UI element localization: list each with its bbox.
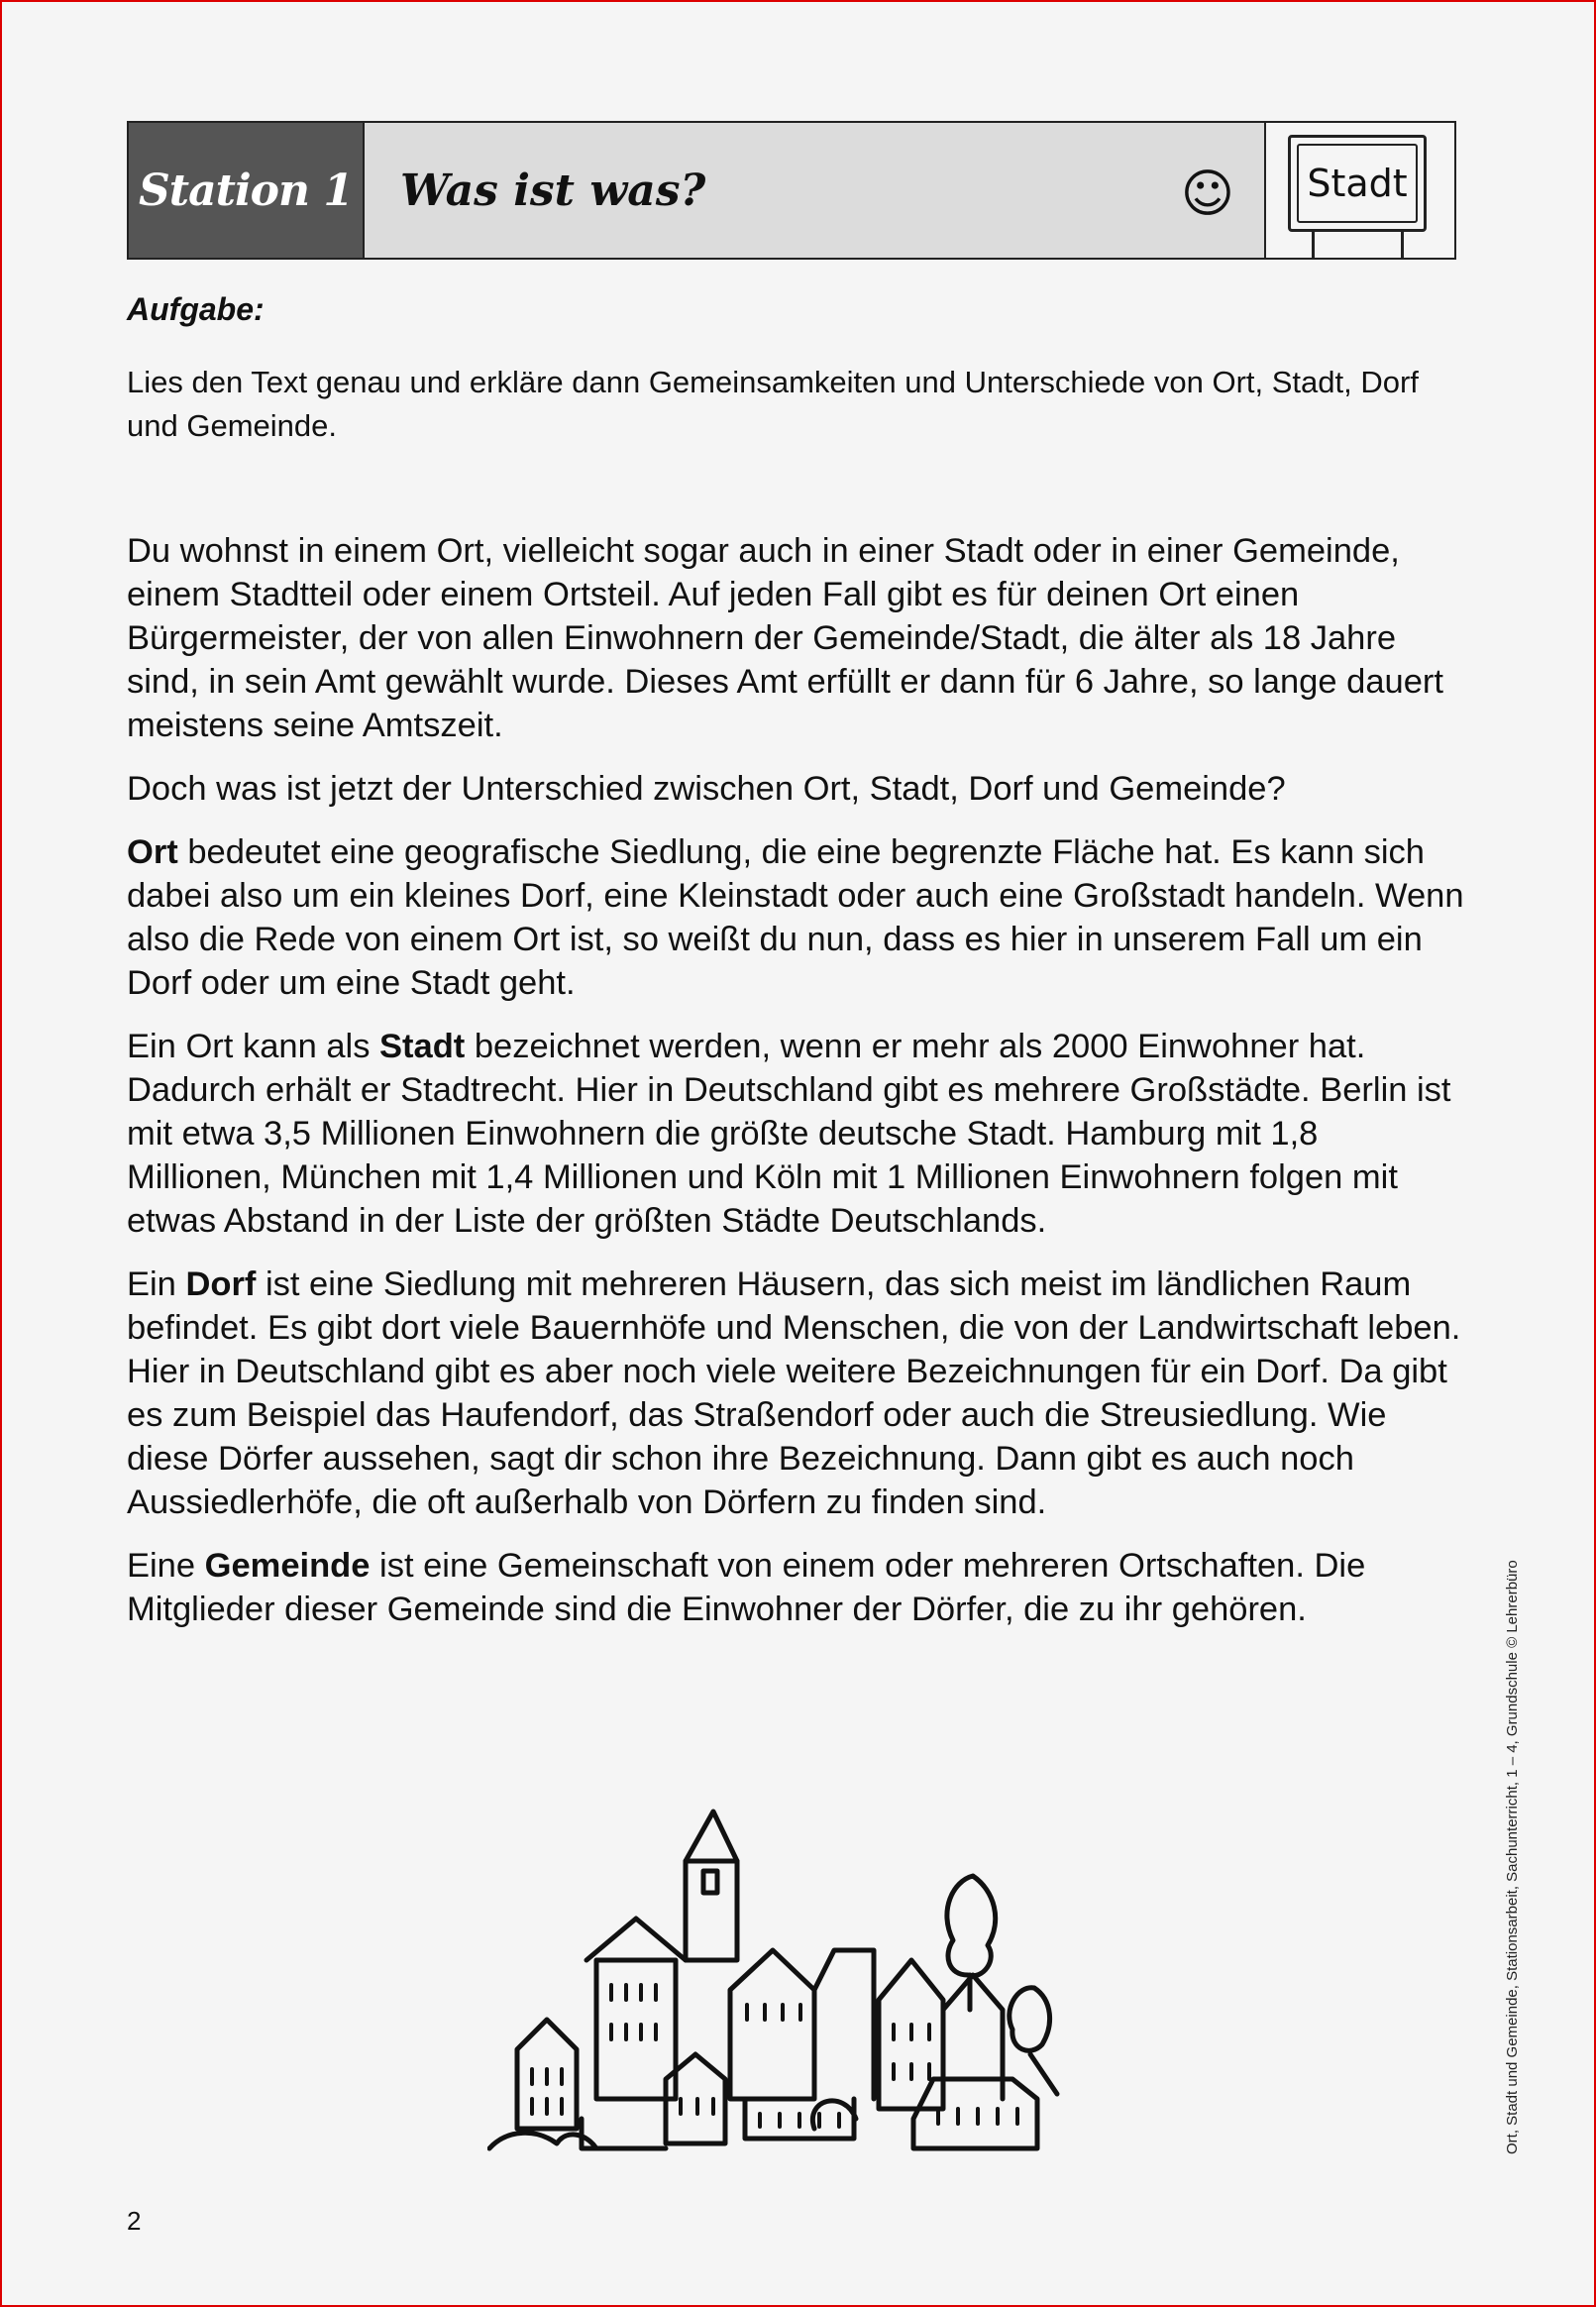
station-label: Station 1 bbox=[129, 123, 365, 258]
town-sign bbox=[1264, 123, 1454, 258]
sign-text: Stadt bbox=[1297, 144, 1418, 223]
copyright-note: Ort, Stadt und Gemeinde, Stationsarbeit, Sachunterricht, 1 – 4, Grundschule © Lehrerbüro bbox=[1504, 1560, 1521, 2154]
sign-icon bbox=[1288, 135, 1427, 232]
term-dorf: Dorf bbox=[185, 1265, 257, 1303]
town-illustration-icon bbox=[487, 1802, 1082, 2168]
paragraph-gemeinde: Eine Gemeinde ist eine Gemeinschaft von einem oder mehreren Ortschaften. Die Mitglieder dieser Gemeinde sind die Einwohner der Dörfer, die zu ihr gehören. bbox=[127, 1547, 1366, 1628]
page-title bbox=[365, 123, 1264, 258]
paragraph-intro: Du wohnst in einem Ort, vielleicht sogar auch in einer Stadt oder in einer Gemeinde, einem Stadtteil oder einem Ortsteil. Auf jeden Fall gibt es für deinen Ort einen Bürgermeister, der von allen Einwohnern der Gemeinde/Stadt, die älter als 18 Jahre sind, in sein Amt gewählt wurde. Dieses Amt erfüllt er dann für 6 Jahre, so lange dauert meistens seine Amtszeit. bbox=[127, 532, 1443, 744]
paragraph-ort: Ort bedeutet eine geografische Siedlung, die eine begrenzte Fläche hat. Es kann sich dabei also um ein kleines Dorf, eine Kleinstadt oder auch eine Großstadt handeln. Wenn also die Rede von einem Ort ist, so weißt du nun, dass es hier in unserem Fall um ein Dorf oder um eine Stadt geht. bbox=[127, 833, 1464, 1002]
sign-post-right bbox=[1401, 232, 1404, 260]
task-label: Aufgabe: bbox=[127, 291, 265, 327]
sign-post-left bbox=[1312, 232, 1315, 260]
paragraph-stadt: Ein Ort kann als Stadt bezeichnet werden, wenn er mehr als 2000 Einwohner hat. Dadurch erhält er Stadtrecht. Hier in Deutschland gibt es mehrere Großstädte. Berlin ist mit etwa 3,5 Millionen Einwohnern die größte deutsche Stadt. Hamburg mit 1,8 Millionen, München mit 1,4 Millionen und Köln mit 1 Millionen Einwohnern folgen mit etwas Abstand in der Liste der größten Städte Deutschlands. bbox=[127, 1028, 1451, 1240]
station-header bbox=[127, 121, 1456, 260]
term-ort: Ort bbox=[127, 833, 178, 871]
body-text bbox=[127, 529, 1464, 1651]
page-number: 2 bbox=[127, 2206, 142, 2236]
term-gemeinde: Gemeinde bbox=[204, 1547, 371, 1585]
title-text: Was ist was? bbox=[400, 165, 706, 216]
task-text: Lies den Text genau und erkläre dann Gemeinsamkeiten und Unterschiede von Ort, Stadt, Dorf und Gemeinde. bbox=[127, 365, 1419, 443]
term-stadt: Stadt bbox=[379, 1028, 466, 1065]
paragraph-dorf: Ein Dorf ist eine Siedlung mit mehreren Häusern, das sich meist im ländlichen Raum befindet. Es gibt dort viele Bauernhöfe und Menschen, die von der Landwirtschaft leben. Hier in Deutschland gibt es aber noch viele weitere Bezeichnungen für ein Dorf. Da gibt es zum Beispiel das Haufendorf, das Straßendorf oder auch die Streusiedlung. Wie diese Dörfer aussehen, sagt dir schon ihre Bezeichnung. Dann gibt es auch noch Aussiedlerhöfe, die oft außerhalb von Dörfern zu finden sind. bbox=[127, 1265, 1461, 1521]
paragraph-question: Doch was ist jetzt der Unterschied zwischen Ort, Stadt, Dorf und Gemeinde? bbox=[127, 770, 1286, 808]
smiley-icon: ☺ bbox=[1180, 165, 1234, 224]
